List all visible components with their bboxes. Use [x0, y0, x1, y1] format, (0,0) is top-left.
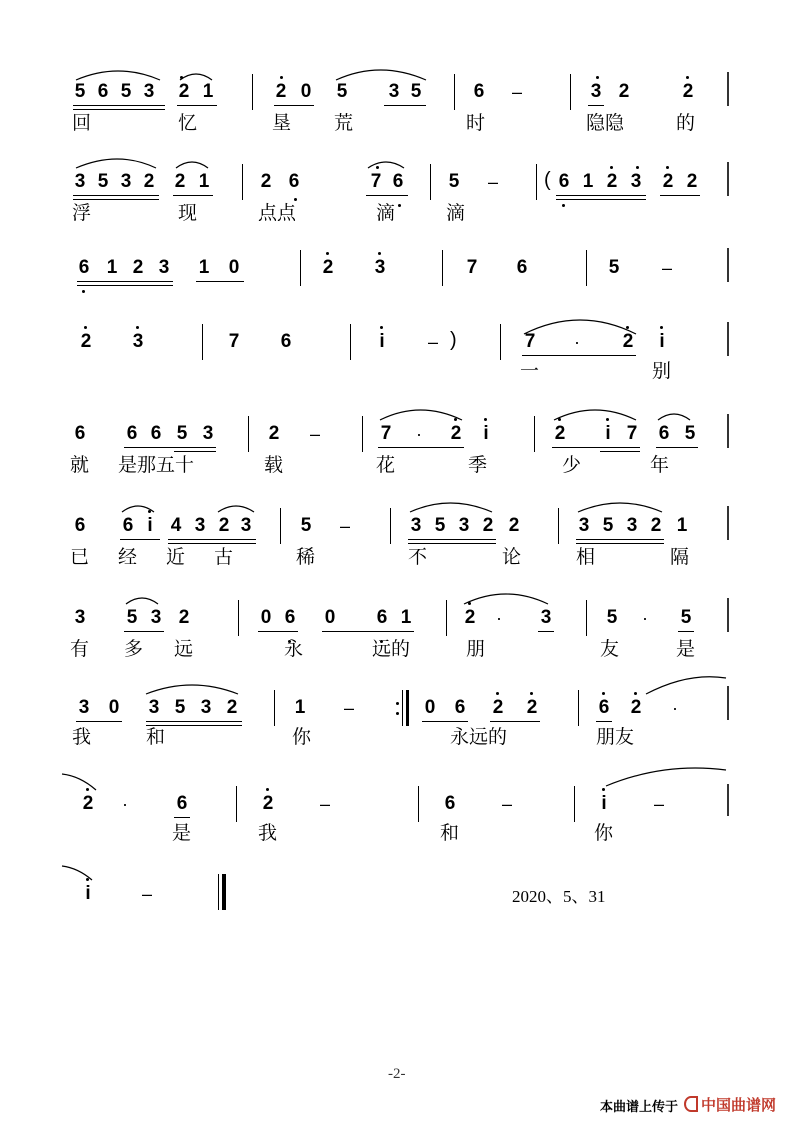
note: 2 — [450, 423, 462, 444]
note: 6 — [176, 793, 188, 814]
note: 2 — [260, 171, 272, 192]
note: 1 — [202, 81, 214, 102]
note: 0 — [108, 697, 120, 718]
lyrics-line-5 — [0, 452, 793, 482]
lyric: 忆 — [178, 112, 198, 134]
note: 0 — [260, 607, 272, 628]
note: 6 — [473, 81, 485, 102]
lyric: 花 — [376, 454, 396, 476]
note: 0 — [324, 607, 336, 628]
note: 1 — [400, 607, 412, 628]
note: 6 — [280, 331, 292, 352]
note: i — [483, 423, 489, 444]
lyric: 年 — [650, 454, 670, 476]
barline — [586, 600, 587, 636]
lyric: 别 — [652, 360, 672, 382]
barline — [578, 690, 579, 726]
lyric: 你 — [292, 726, 312, 748]
lyrics-line-8 — [0, 724, 793, 754]
note: 6 — [516, 257, 528, 278]
repeat-barline-thick — [406, 690, 409, 726]
barline — [280, 508, 281, 544]
note: 2 — [682, 81, 694, 102]
dot: · — [642, 608, 648, 628]
note: 2 — [82, 793, 94, 814]
note: 0 — [300, 81, 312, 102]
lyric: 相 — [576, 546, 596, 568]
lyric: 是 — [172, 822, 192, 844]
footer-text: 本曲谱上传于 — [600, 1100, 679, 1115]
note: 6 — [126, 423, 138, 444]
note: 5 — [174, 697, 186, 718]
lyric: 和 — [440, 822, 460, 844]
note: 3 — [143, 81, 155, 102]
barline — [362, 416, 363, 452]
note: 6 — [97, 81, 109, 102]
page-number: -2- — [388, 1066, 406, 1082]
paren-open: ( — [544, 169, 551, 191]
final-barline-thin — [218, 874, 219, 910]
note: 6 — [392, 171, 404, 192]
lyric: 滴 — [376, 202, 396, 224]
note: 7 — [626, 423, 638, 444]
dot: · — [672, 698, 678, 718]
note: 5 — [448, 171, 460, 192]
note: 2 — [508, 515, 520, 536]
note: i — [601, 793, 607, 814]
note: 5 — [410, 81, 422, 102]
note: 1 — [198, 257, 210, 278]
dot: · — [416, 424, 422, 444]
site-logo — [684, 1094, 776, 1115]
dot: · — [496, 608, 502, 628]
note: 1 — [676, 515, 688, 536]
note: 2 — [662, 171, 674, 192]
note: 5 — [336, 81, 348, 102]
note: 3 — [148, 697, 160, 718]
note: 5 — [74, 81, 86, 102]
note: 2 — [322, 257, 334, 278]
dash: – — [320, 794, 331, 814]
lyric: 浮 — [72, 202, 92, 224]
barline — [442, 250, 443, 286]
note: 2 — [622, 331, 634, 352]
lyric: 朋友 — [596, 726, 635, 748]
lyric: 时 — [466, 112, 486, 134]
note: 1 — [582, 171, 594, 192]
note: 3 — [388, 81, 400, 102]
note: 4 — [170, 515, 182, 536]
barline — [586, 250, 587, 286]
lyric: 我 — [72, 726, 92, 748]
barline — [446, 600, 447, 636]
note: 2 — [80, 331, 92, 352]
barline — [558, 508, 559, 544]
barline — [570, 74, 571, 110]
paren-close: ) — [450, 329, 457, 351]
note: 2 — [650, 515, 662, 536]
note: 2 — [554, 423, 566, 444]
lyric: 一 — [520, 360, 540, 382]
note: 3 — [590, 81, 602, 102]
lyrics-line-9 — [0, 820, 793, 850]
barline — [252, 74, 253, 110]
lyric: 是 — [676, 638, 696, 660]
note: i — [379, 331, 385, 352]
note: 2 — [262, 793, 274, 814]
lyric: 现 — [178, 202, 198, 224]
dash: – — [654, 794, 665, 814]
note: 0 — [228, 257, 240, 278]
note: 5 — [120, 81, 132, 102]
lyric: 垦 — [272, 112, 292, 134]
note: 2 — [606, 171, 618, 192]
lyric: 古 — [214, 546, 234, 568]
note: 2 — [618, 81, 630, 102]
barline — [390, 508, 391, 544]
melody-line-3 — [0, 256, 793, 296]
note: 5 — [602, 515, 614, 536]
note: 6 — [658, 423, 670, 444]
note: i — [659, 331, 665, 352]
barline — [430, 164, 431, 200]
note: 5 — [176, 423, 188, 444]
melody-line-10 — [0, 882, 793, 922]
lyric: 是那五十 — [118, 454, 195, 476]
note: 3 — [120, 171, 132, 192]
final-barline-thick — [222, 874, 226, 910]
date-stamp: 2020、5、31 — [512, 887, 606, 906]
lyrics-line-6 — [0, 544, 793, 574]
dot: · — [122, 794, 128, 814]
note: 6 — [444, 793, 456, 814]
lyric: 有 — [70, 638, 90, 660]
dash: – — [512, 82, 523, 102]
note: 2 — [492, 697, 504, 718]
note: 2 — [482, 515, 494, 536]
barline — [350, 324, 351, 360]
note: 0 — [424, 697, 436, 718]
note: i — [605, 423, 611, 444]
note: 2 — [686, 171, 698, 192]
note: 2 — [526, 697, 538, 718]
dash: – — [340, 516, 351, 536]
note: 3 — [202, 423, 214, 444]
lyric: 论 — [502, 546, 522, 568]
lyric: 少 — [562, 454, 582, 476]
lyric: 永 — [284, 638, 304, 660]
note: 6 — [288, 171, 300, 192]
note: 6 — [122, 515, 134, 536]
note: 3 — [374, 257, 386, 278]
dash: – — [142, 884, 153, 904]
dash: – — [488, 172, 499, 192]
lyrics-line-2 — [0, 200, 793, 230]
lyric: 友 — [600, 638, 620, 660]
note: 5 — [680, 607, 692, 628]
note: 6 — [150, 423, 162, 444]
note: 3 — [626, 515, 638, 536]
note: 7 — [228, 331, 240, 352]
note: 2 — [174, 171, 186, 192]
note: 1 — [294, 697, 306, 718]
lyric: 点点 — [258, 202, 297, 224]
note: 7 — [370, 171, 382, 192]
barline — [242, 164, 243, 200]
lyric: 朋 — [466, 638, 486, 660]
lyric: 你 — [594, 822, 614, 844]
logo-icon — [684, 1096, 698, 1112]
note: 3 — [540, 607, 552, 628]
note: 3 — [630, 171, 642, 192]
note: 5 — [434, 515, 446, 536]
note: 3 — [132, 331, 144, 352]
dash: – — [662, 258, 673, 278]
note: 2 — [268, 423, 280, 444]
barline — [274, 690, 275, 726]
note: 2 — [132, 257, 144, 278]
lyric: 近 — [166, 546, 186, 568]
note: 3 — [150, 607, 162, 628]
barline — [236, 786, 237, 822]
note: 3 — [194, 515, 206, 536]
lyric: 滴 — [446, 202, 466, 224]
note: 3 — [78, 697, 90, 718]
lyric: 隔 — [670, 546, 690, 568]
note: 3 — [74, 607, 86, 628]
lyric: 稀 — [296, 546, 316, 568]
lyric: 回 — [72, 112, 92, 134]
dash: – — [502, 794, 513, 814]
note: 2 — [143, 171, 155, 192]
note: 7 — [466, 257, 478, 278]
barline — [418, 786, 419, 822]
note: 2 — [464, 607, 476, 628]
note: 6 — [74, 423, 86, 444]
lyric: 和 — [146, 726, 166, 748]
note: i — [85, 883, 91, 904]
lyric: 经 — [118, 546, 138, 568]
barline — [238, 600, 239, 636]
barline — [248, 416, 249, 452]
barline — [202, 324, 203, 360]
note: 6 — [376, 607, 388, 628]
note: 3 — [158, 257, 170, 278]
lyric: 不 — [408, 546, 428, 568]
lyrics-line-7 — [0, 636, 793, 666]
lyrics-line-1 — [0, 110, 793, 140]
note: 3 — [240, 515, 252, 536]
lyric: 我 — [258, 822, 278, 844]
note: 6 — [74, 515, 86, 536]
lyric: 载 — [264, 454, 284, 476]
lyric: 永远的 — [450, 726, 508, 748]
note: 2 — [226, 697, 238, 718]
lyric: 多 — [124, 638, 144, 660]
lyric: 远的 — [372, 638, 411, 660]
note: 2 — [178, 81, 190, 102]
barline — [534, 416, 535, 452]
note: 3 — [74, 171, 86, 192]
note: 2 — [275, 81, 287, 102]
note: 5 — [126, 607, 138, 628]
note: 3 — [410, 515, 422, 536]
dash: – — [310, 424, 321, 444]
lyric: 季 — [468, 454, 488, 476]
lyric: 已 — [70, 546, 90, 568]
note: 3 — [200, 697, 212, 718]
note: 5 — [608, 257, 620, 278]
note: 6 — [598, 697, 610, 718]
barline — [536, 164, 537, 200]
note: 1 — [198, 171, 210, 192]
lyric: 隐隐 — [586, 112, 625, 134]
note: 5 — [300, 515, 312, 536]
barline — [300, 250, 301, 286]
note: 3 — [458, 515, 470, 536]
lyric: 荒 — [334, 112, 354, 134]
barline — [454, 74, 455, 110]
logo-text: 中国曲谱网 — [701, 1096, 777, 1114]
lyric: 的 — [676, 112, 696, 134]
note: 1 — [106, 257, 118, 278]
lyric: 远 — [174, 638, 194, 660]
lyrics-line-4 — [0, 358, 793, 388]
note: 2 — [218, 515, 230, 536]
note: 2 — [630, 697, 642, 718]
repeat-barline — [402, 690, 403, 726]
note: 6 — [284, 607, 296, 628]
barline — [574, 786, 575, 822]
dot: · — [574, 332, 580, 352]
note: 6 — [454, 697, 466, 718]
dash: – — [428, 332, 439, 352]
note: 5 — [684, 423, 696, 444]
note: 5 — [606, 607, 618, 628]
dash: – — [344, 698, 355, 718]
note: 7 — [380, 423, 392, 444]
note: 6 — [558, 171, 570, 192]
note: 2 — [178, 607, 190, 628]
note: 7 — [524, 331, 536, 352]
barline — [500, 324, 501, 360]
note: i — [147, 515, 153, 536]
lyric: 就 — [70, 454, 90, 476]
note: 6 — [78, 257, 90, 278]
note: 3 — [578, 515, 590, 536]
note: 5 — [97, 171, 109, 192]
